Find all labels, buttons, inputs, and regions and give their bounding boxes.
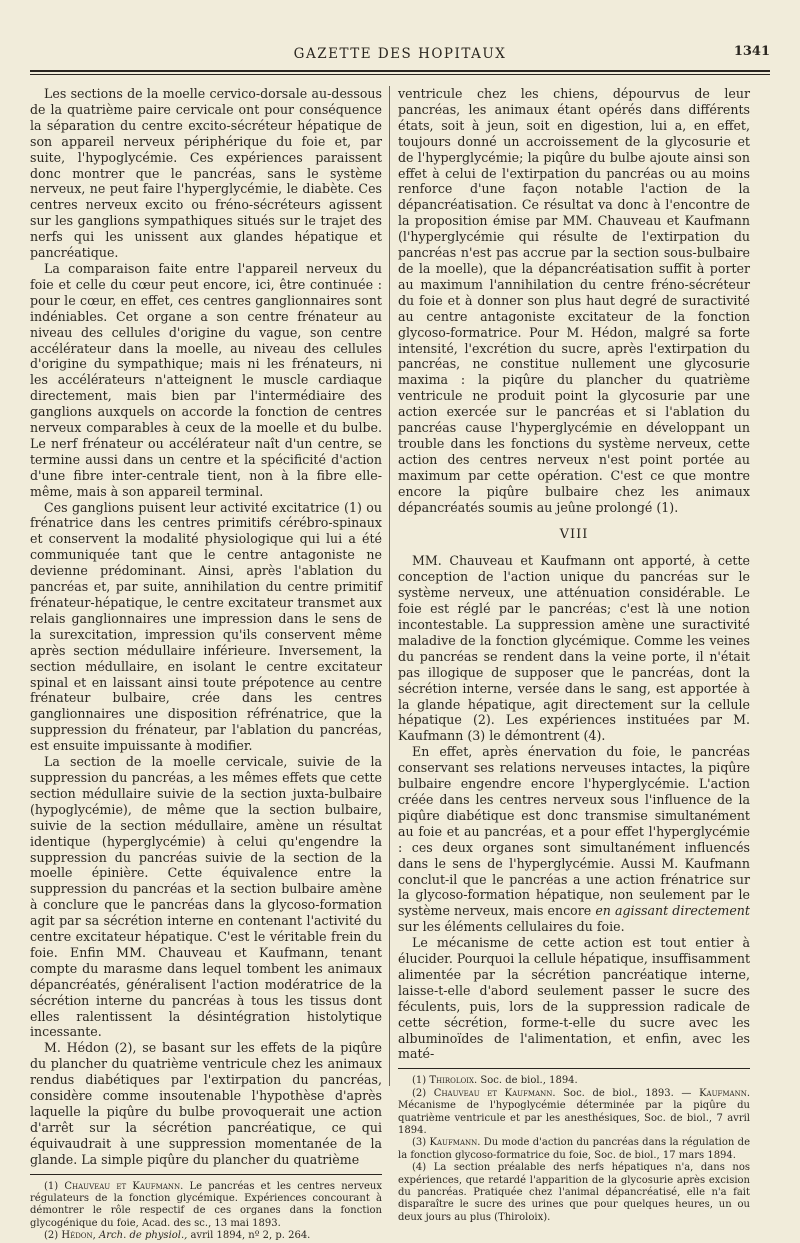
footnote: (2) Chauveau et Kaufmann. Soc. de biol., 1893. — Kaufmann. Mécanisme de l'hypoglycémie déterminée par la piqûre du quatrième ventricule et par les anesthésiques, Soc. de biol., 7 avril 1894.	[398, 1087, 750, 1136]
paragraph: Le mécanisme de cette action est tout entier à élucider. Pourquoi la cellule hépatique, insuffisamment alimentée par la sécrétion pancréatique interne, laisse-t-elle d'abord seulement passer le sucre des féculents, puis, lors de la suppression radicale de cette sécrétion, forme-t-elle du sucre avec les albuminoïdes de l'alimentation, et enfin, avec les maté-	[398, 935, 751, 1062]
paragraph: ventricule chez les chiens, dépourvus de leur pancréas, les animaux étant opérés dans différents états, soit à jeun, soit en digestion, lui a, en effet, toujours donné un accroissement de la glycosurie et de l'hyperglycémie; la piqûre du bulbe ajoute ainsi son effet à celui de l'extirpation du pancréas ou au moins renforce d'une façon notable l'action de la dépancréatisation. Ce résultat va donc à l'encontre de la proposition émise par MM. Chauveau et Kaufmann (l'hyperglycémie qui résulte de l'extirpation du pancréas n'est pas accrue par la section sous-bulbaire de la moelle), que la dépancréatisation suffit à porter au maximum l'annihilation du centre fréno-sécréteur du foie et à donner son plus haut degré de suractivité au centre antagoniste excitateur de la fonction glycoso-formatrice. Pour M. Hédon, malgré sa forte intensité, l'excrétion du sucre, après l'extirpation du pancréas, ne constitue nullement une glycosurie maxima : la piqûre du plancher du quatrième ventricule ne produit point la glycosurie par une action exercée sur le pancréas et si l'ablation du pancréas cause l'hyperglycémie en développant un trouble dans les fonctions du système nerveux, cette action des centres nerveux n'est point portée au maximum par cette opération. C'est ce que montre encore la piqûre bulbaire chez les animaux dépancréatés soumis au jeûne prolongé (1).	[398, 86, 750, 515]
section-heading: VIII	[559, 527, 589, 543]
paragraph: La comparaison faite entre l'appareil nerveux du foie et celle du cœur peut encore, ici, être continuée : pour le cœur, en effet, ces centres ganglionnaires sont indéniables. Cet organe a son centre frénateur au niveau des cellules d'origine du vague, son centre accélérateur dans la moelle, au niveau des cellules d'origine du sympathique; mais ni les frénateurs, ni les accélérateurs n'atteignent le muscle cardiaque directement, mais bien par l'intermédiaire des ganglions auxquels on accorde la fonction de centres nerveux comparables à ceux de la moelle et du bulbe. Le nerf frénateur ou accélérateur naît d'un centre, se termine aussi dans un centre et la spécificité d'action d'une fibre inter-centrale tient, non à la fibre elle-même, mais à son appareil terminal.	[30, 260, 382, 499]
footnote-rule	[398, 1068, 750, 1069]
italic-phrase: en agissant directement	[595, 903, 750, 919]
right-column	[398, 86, 750, 1224]
paragraph: En effet, après énervation du foie, le pancréas conservant ses relations nerveuses intactes, la piqûre bulbaire engendre encore l'hyperglycémie. L'action créée dans les centres nerveux sous l'influence de la piqûre diabétique est donc transmise simultanément au foie et au pancréas, et a pour effet l'hyperglycémie : ces deux organes sont simultanément influencés dans le sens de l'hyperglycémie. Aussi M. Kaufmann conclut-il que le pancréas a une action frénatrice sur la glycoso-formation hépatique, non seulement par le système nerveux, mais encore en agissant directement sur les éléments cellulaires du foie.	[398, 744, 750, 935]
header-rule-thin	[30, 74, 770, 75]
header-rule	[30, 70, 770, 72]
left-column	[30, 86, 382, 1243]
footnote: (4) La section préalable des nerfs hépatiques n'a, dans nos expériences, que retardé l'apparition de la glycosurie après excision du pancréas. Pratiquée chez l'animal dépancréatisé, elle n'a fait disparaître le sucre des urines que pour quelques heures, un ou deux jours au plus (Thiroloix).	[398, 1162, 750, 1223]
paragraph: M. Hédon (2), se basant sur les effets de la piqûre du plancher du quatrième ventricule chez les animaux rendus diabétiques par l'extirpation du pancréas, considère comme insoutenable l'hypothèse d'après laquelle la piqûre du bulbe provoquerait une action d'arrêt sur la sécrétion pancréatique, ce qui équivaudrait à une suppression momentanée de la glande. La simple piqûre du plancher du quatrième	[30, 1040, 382, 1167]
journal-title: GAZETTE DES HOPITAUX	[293, 46, 507, 62]
paragraph: La section de la moelle cervicale, suivie de la suppression du pancréas, a les mêmes effets que cette section médullaire suivie de la section juxta-bulbaire (hypoglycémie), de même que la section bulbaire, suivie de la section médullaire, amène un résultat identique (hyperglycémie) à celui qu'engendre la suppression du pancréas suivie de la section de la moelle épinière. Cette équivalence entre la suppression du pancréas et la section bulbaire amène à conclure que le pancréas dans la glycoso-formation agit par sa sécrétion interne en contenant l'activité du centre excitateur hépatique. C'est le véritable frein du foie. Enfin MM. Chauveau et Kaufmann, tenant compte du marasme dans lequel tombent les animaux dépancréatés, généralisent l'action modératrice de la sécrétion interne du pancréas à tous les tissus dont elles ralentissent la désintégration histolytique incessante.	[30, 754, 382, 1040]
paragraph: Ces ganglions puisent leur activité excitatrice (1) ou frénatrice dans les centres primitifs cérébro-spinaux et conservent la modalité physiologique qui lui a été communiquée tant que le centre antagoniste ne devienne prédominant. Ainsi, après l'ablation du pancréas et, par suite, annihilation du centre primitif frénateur-hépatique, le centre excitateur transmet aux relais ganglionnaires une impression dans le sens de la surexcitation, impression qu'ils conservent même après section médullaire inférieure. Inversement, la section médullaire, en isolant le centre excitateur spinal et en laissant ainsi toute prépotence au centre frénateur bulbaire, crée dans les centres ganglionnaires une disposition réfrénatrice, que la suppression du frénateur, par l'ablation du pancréas, est ensuite impuissante à modifier.	[30, 499, 382, 754]
paragraph: Les sections de la moelle cervico-dorsale au-dessous de la quatrième paire cervicale ont pour conséquence la séparation du centre excito-sécréteur hépatique de son appareil nerveux périphérique du foie et, par suite, l'hypoglycémie. Ces expériences paraissent donc montrer que le pancréas, sans le système nerveux, ne peut faire l'hyperglycémie, le diabète. Ces centres nerveux excito ou fréno-sécréteurs agissent sur les ganglions sympathiques situés sur le trajet des nerfs qui les unissent aux glandes hépatique et pancréatique.	[30, 86, 382, 261]
footnote-rule	[30, 1174, 382, 1175]
footnote: (3) Kaufmann. Du mode d'action du pancréas dans la régulation de la fonction glycoso-formatrice du foie, Soc. de biol., 17 mars 1894.	[398, 1137, 750, 1161]
footnote: (1) Chauveau et Kaufmann. Le pancréas et les centres nerveux régulateurs de la fonction glycémique. Expériences concourant à démontrer le rôle respectif de ces organes dans la fonction glycogénique du foie, Acad. des sc., 13 mai 1893.	[30, 1180, 383, 1229]
paragraph: MM. Chauveau et Kaufmann ont apporté, à cette conception de l'action unique du pancréas sur le système nerveux, une atténuation considérable. Le foie est réglé par le pancréas; c'est là une notion incontestable. La suppression amène une suractivité maladive de la fonction glycémique. Comme les veines du pancréas se rendent dans la veine porte, il n'était pas illogique de supposer que le pancréas, dont la sécrétion interne, versée dans le sang, est apportée à la glande hépatique, agit directement sur la cellule hépatique (2). Les expériences instituées par M. Kaufmann (3) le démontrent (4).	[398, 553, 750, 744]
footnote: (2) Hédon, Arch. de physiol., avril 1894, nº 2, p. 264.	[44, 1230, 311, 1242]
footnote: (1) Thiroloix. Soc. de biol., 1894.	[412, 1075, 578, 1087]
page-number: 1341	[733, 44, 770, 59]
column-divider	[389, 86, 390, 1086]
page-header	[30, 40, 770, 68]
